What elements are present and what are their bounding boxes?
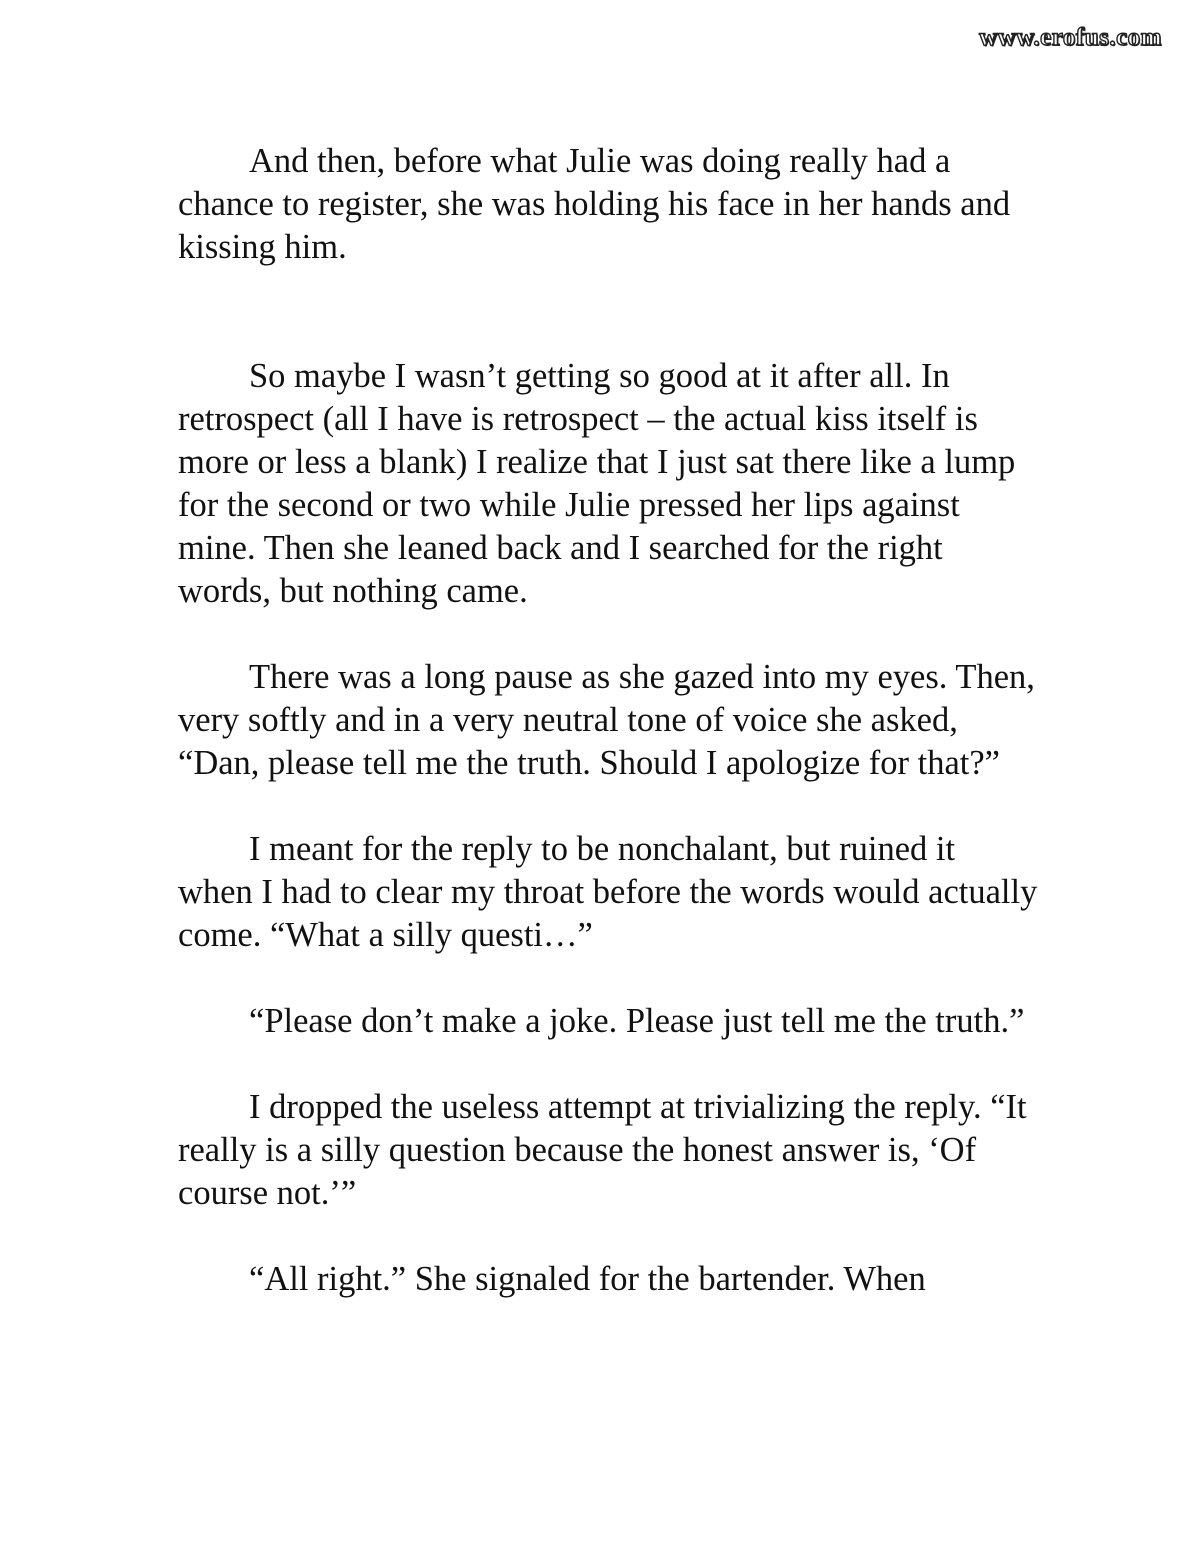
paragraph-6: I dropped the useless attempt at trivializing the reply. “It really is a silly question because the honest answer is, ‘Of course not.’” [178, 1088, 1027, 1212]
paragraph-spacer [178, 785, 1038, 828]
paragraph-spacer [178, 1215, 1038, 1258]
paragraph-3: There was a long pause as she gazed into my eyes. Then, very softly and in a very neutral tone of voice she asked, “Dan, please tell me the truth. Should I apologize for that?” [178, 658, 1035, 782]
paragraph-2: So maybe I wasn’t getting so good at it after all. In retrospect (all I have is retrospect – the actual kiss itself is more or less a blank) I realize that I just sat there like a lump for the second or two while Julie pressed her lips against mine. Then she leaned back and I searched for the right words, but nothing came. [178, 357, 1016, 610]
paragraph-5: “Please don’t make a joke. Please just tell me the truth.” [249, 1002, 1025, 1040]
paragraph-1: And then, before what Julie was doing really had a chance to register, she was holding his face in her hands and kissing him. [178, 142, 1011, 266]
paragraph-7: “All right.” She signaled for the bartender. When [249, 1260, 926, 1298]
document-page [178, 140, 1038, 1301]
paragraph-spacer [178, 957, 1038, 1000]
paragraph-4: I meant for the reply to be nonchalant, but ruined it when I had to clear my throat before the words would actually come. “What a silly questi…” [178, 830, 1038, 954]
watermark-text: www.erofus.com [979, 24, 1162, 51]
paragraph-spacer [178, 1043, 1038, 1086]
paragraph-spacer [178, 269, 1038, 355]
paragraph-spacer [178, 613, 1038, 656]
